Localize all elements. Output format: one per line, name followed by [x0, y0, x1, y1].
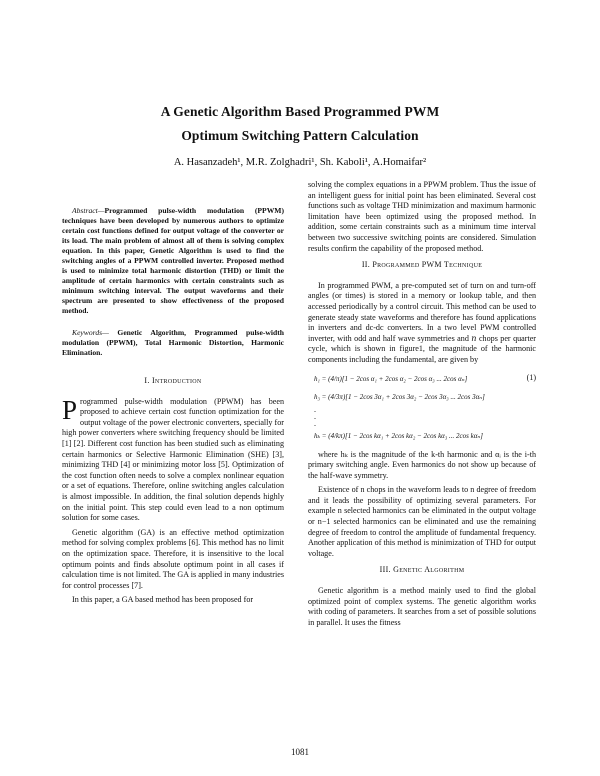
keywords-text: Genetic Algorithm, Programmed pulse-width modulation (PPWM), Total Harmonic Distortion, Harmonic Elimination.	[62, 328, 284, 357]
ppwm-paragraph-3: Existence of n chops in the waveform leads to n degree of freedom and it leads the possibility of optimizing several parameters. For example n selected harmonics can be eliminated in the output voltage or n−1 selected harmonics can be eliminated and use the remaining degree of freedom to control the amplitude of fundamental frequency. Another application of this method is minimization of THD for output voltage.	[308, 485, 536, 558]
abstract-text: Programmed pulse-width modulation (PPWM) techniques have been developed by numerous authors to optimize certain cost functions defined for output voltage of the converter or its load. The main problem of almost all of them is solving complex equation. In this paper, Genetic Algorithm is used to find the switching angles of a PPWM controlled inverter. Proposed method is used to minimize total harmonic distortion (THD) or limit the amplitude of certain harmonics with certain constraints such as minimum switching interval. The output waveforms and their spectrum are presented to show effectiveness of the proposed method.	[62, 206, 284, 315]
intro-paragraph-1: Programmed pulse-width modulation (PPWM) has been proposed to achieve certain cost function optimization for the output voltage of the power electronic converters, specially for high power converters where switching frequency should be limited [1] [2]. Different cost function has been studied such as eliminating certain harmonics or Selective Harmonic Elimination (SHE) [3], minimizing THD [4] or minimizing motor loss [5]. Optimization of the cost function often needs to solve a complex nonlinear equation or a set of equations. Therefore, online switching angles calculation is almost impossible. In addition, the final solution depends highly on the initial point. This step could even lead to a non optimum solution for some cases.	[62, 394, 284, 523]
equation-hk: hₖ = (4/kπ)[1 − 2cos kα₁ + 2cos kα₂ − 2cos kα₃ ... 2cos kαₙ]	[314, 431, 483, 440]
intro-paragraph-2: Genetic algorithm (GA) is an effective method optimization method for solving complex problems [6]. This method has no limit on the optimization space. Therefore, it is insensitive to the local optimum points and finds absolute optimum point in all cases if calculation time is not limited. The GA is applied in many industries for control processes [7].	[62, 527, 284, 590]
drop-cap: P	[62, 394, 78, 425]
page-number: 1081	[291, 747, 309, 757]
authors: A. Hasanzadeh¹, M.R. Zolghadri¹, Sh. Kaboli¹, A.Homaifar²	[173, 157, 427, 168]
equation-dots: . . .	[314, 404, 316, 428]
abstract	[62, 206, 284, 316]
intro-paragraph-3: In this paper, a GA based method has been proposed for	[72, 595, 254, 605]
ppwm-paragraph-2: where hₖ is the magnitude of the k-th harmonic and αᵢ is the i-th primary switching angle. Even harmonics do not show up because of the half-wave symmetry.	[308, 449, 536, 480]
section-heading-genetic-algorithm: III. Genetic Algorithm	[379, 565, 465, 575]
keywords-label: Keywords—	[72, 328, 109, 337]
equation-h3: h₃ = (4/3π)[1 − 2cos 3α₁ + 2cos 3α₂ − 2cos 3α₃ ... 2cos 3αₙ]	[314, 392, 485, 401]
section-heading-introduction: I. Introduction	[144, 376, 202, 385]
section-heading-ppwm: II. Programmed PWM Technique	[361, 260, 483, 270]
equation-h1: h₁ = (4/π)[1 − 2cos α₁ + 2cos α₂ − 2cos α₃ ... 2cos αₙ]	[314, 374, 468, 383]
right-column	[308, 20, 536, 632]
ga-paragraph-1: Genetic algorithm is a method mainly used to find the global optimized point of complex systems. The genetic algorithm works with coding of parameters. It searches from a set of possible solutions in parallel. It uses the fitness	[308, 586, 536, 627]
paper-title-line-1: A Genetic Algorithm Based Programmed PWM	[160, 104, 440, 119]
right-paragraph-continued: solving the complex equations in a PPWM problem. Thus the issue of an intelligent guess for initial point has been eliminated. Several cost functions such as voltage THD minimization and maximum harmonic limitation have been optimized using the proposed method. In addition, some certain constraints such as a minimum time interval between two successive switching points are considered. Simulation results confirm the capability of the proposed method.	[308, 180, 536, 253]
abstract-label: Abstract—	[72, 206, 105, 215]
equation-number: (1)	[526, 372, 536, 382]
keywords	[62, 328, 284, 358]
paper-title-line-2: Optimum Switching Pattern Calculation	[181, 128, 419, 143]
ppwm-paragraph-1: In programmed PWM, a pre-computed set of turn on and turn-off angles (or times) is stored in a memory or lookup table, and then accessed periodically by a control circuit. This method can be used to generate steady state waveforms and therefore has found applications in inverters and dc-dc converters. In a two level PWM controlled inverter, with odd and half wave symmetries and 𝑛 chops per quarter cycle, which is shown in figure1, the magnitude of the harmonic components including the fundamental, are given by	[308, 280, 536, 364]
equation-block	[308, 370, 536, 445]
left-column	[62, 206, 284, 610]
